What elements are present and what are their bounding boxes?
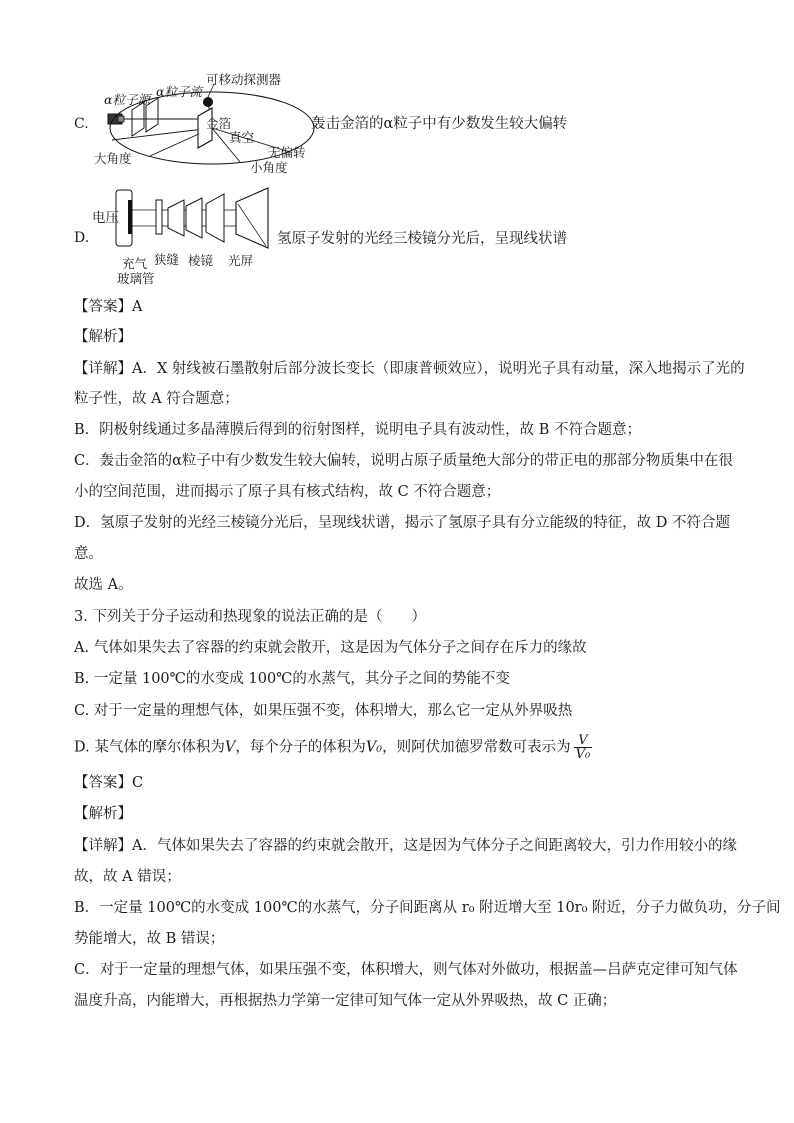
q3-option-d <box>74 734 724 761</box>
molar-volume-symbol: V <box>224 739 236 756</box>
option-c-description: 轰击金箔的α粒子中有少数发生较大偏转 <box>311 116 568 132</box>
q3-option-b-explanation-1: B．一定量 100℃的水变成 100℃的水蒸气，分子间距离从 r₀ 附近增大至 10r₀ 附近，分子力做负功，分子间 <box>74 900 781 916</box>
q2-option-d-explanation-1: D．氢原子发射的光经三棱镜分光后，呈现线状谱，揭示了氢原子具有分立能级的特征，故 D 不符合题 <box>74 515 730 531</box>
q3-option-b-explanation-2: 势能增大，故 B 错误； <box>74 931 225 947</box>
voltage-label: 电压 <box>92 210 119 226</box>
q2-option-c-explanation-2: 小的空间范围，进而揭示了原子具有核式结构，故 C 不符合题意； <box>74 484 501 500</box>
q2-detail-line-2: 粒子性，故 A 符合题意； <box>74 391 239 407</box>
q2-choice: 故选 A。 <box>74 577 133 593</box>
detector-label: 可移动探测器 <box>206 72 282 87</box>
q3-option-c-explanation-1: C．对于一定量的理想气体，如果压强不变，体积增大，则气体对外做功，根据盖—吕萨克定律可知气体 <box>74 962 738 978</box>
large-angle-label: 大角度 <box>94 151 132 166</box>
q3-option-b: B. 一定量 100℃的水变成 100℃的水蒸气，其分子之间的势能不变 <box>74 671 510 687</box>
no-deflect-label: 无偏转 <box>268 145 306 160</box>
gas-tube-label-1: 充气 <box>122 256 148 271</box>
q2-option-d-explanation-2: 意。 <box>74 546 103 562</box>
spectroscope-diagram <box>116 186 276 256</box>
slit-label: 狭缝 <box>154 252 180 267</box>
small-angle-label: 小角度 <box>250 160 288 175</box>
q3-analysis-heading: 【解析】 <box>74 806 132 822</box>
q3-option-a: A. 气体如果失去了容器的约束就会散开，这是因为气体分子之间存在斥力的缘故 <box>74 640 587 656</box>
fraction-numerator: V <box>574 734 593 748</box>
q3-option-c: C. 对于一定量的理想气体，如果压强不变，体积增大，那么它一定从外界吸热 <box>74 703 573 719</box>
vacuum-label: 真空 <box>229 130 255 145</box>
q3-option-d-text-1: D. 某气体的摩尔体积为 <box>74 739 225 756</box>
option-d-label: D. <box>74 230 90 246</box>
gas-tube-label-2: 玻璃管 <box>117 271 155 286</box>
avogadro-fraction <box>574 734 593 761</box>
q3-option-c-explanation-2: 温度升高，内能增大，再根据热力学第一定律可知气体一定从外界吸热，故 C 正确； <box>74 993 617 1009</box>
q2-analysis-heading: 【解析】 <box>74 329 132 345</box>
q3-option-d-text-2: ，每个分子的体积为 <box>235 739 366 756</box>
screen-label: 光屏 <box>228 253 254 268</box>
gold-foil-label: 金箔 <box>206 116 232 131</box>
q2-option-b-explanation: B．阴极射线通过多晶薄膜后得到的衍射图样，说明电子具有波动性，故 B 不符合题意； <box>74 422 642 438</box>
q3-stem: 3. 下列关于分子运动和热现象的说法正确的是（ ） <box>74 609 426 625</box>
q2-option-c-explanation-1: C．轰击金箔的α粒子中有少数发生较大偏转，说明占原子质量绝大部分的带正电的那部分物质集中在很 <box>74 453 733 469</box>
prism-label: 棱镜 <box>188 253 214 268</box>
fraction-denominator: V₀ <box>575 747 591 762</box>
q2-detail-line-1: 【详解】A．X 射线被石墨散射后部分波长变长（即康普顿效应），说明光子具有动量，深入地揭示了光的 <box>74 361 745 377</box>
q2-answer: 【答案】A <box>74 299 143 315</box>
q3-answer: 【答案】C <box>74 775 144 791</box>
q3-detail-line-2: 故，故 A 错误； <box>74 869 181 885</box>
q3-option-d-text-3: ，则阿伏加德罗常数可表示为 <box>382 739 571 756</box>
option-c-label: C. <box>74 116 89 132</box>
q3-detail-line-1: 【详解】A．气体如果失去了容器的约束就会散开，这是因为气体分子之间距离较大，引力作用较小的缘 <box>74 838 737 854</box>
alpha-stream-label: α粒子流 <box>156 84 202 99</box>
molecule-volume-symbol: V₀ <box>365 739 383 756</box>
option-d-description: 氢原子发射的光经三棱镜分光后，呈现线状谱 <box>277 231 567 247</box>
alpha-source-label: α粒子源 <box>104 92 150 107</box>
